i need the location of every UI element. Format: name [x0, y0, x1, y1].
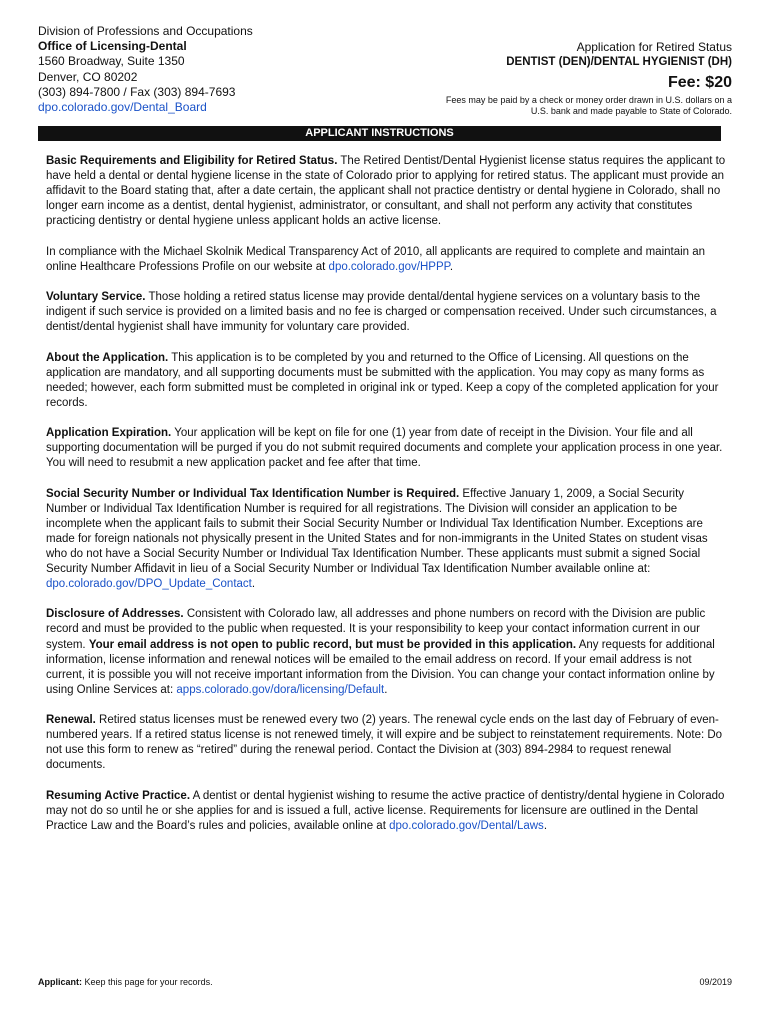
ssn-end: . — [251, 578, 256, 591]
office-name: Office of Licensing-Dental — [38, 39, 187, 54]
voluntary-service-text: Those holding a retired status license may provide dental/dental hygiene services on a voluntary basis to the indigent if such service is provided on a limited basis and no fee is charged or compensation received. Under such circumstances, a dentist/dental hygienist shall have immunity for voluntary care provided. — [46, 291, 717, 334]
application-expiration-heading: Application Expiration. — [46, 427, 172, 440]
about-application-text: This application is to be completed by you and returned to the Office of Licensing. All questions on the application are mandatory, and all supporting documents must be submitted with the application. You may copy as many forms as needed; however, each form submitted must be completed in original ink or typed. Keep a copy of the completed application for your records. — [46, 351, 719, 409]
address-line-2: Denver, CO 80202 — [38, 69, 138, 84]
agency-contact-block — [38, 24, 253, 115]
email-emphasis: Your email address is not open to public record, but must be provided in this application. — [88, 638, 577, 651]
compliance-end: . — [449, 260, 454, 273]
ssn-paragraph — [46, 487, 726, 593]
instructions-body — [46, 154, 726, 849]
compliance-paragraph — [46, 245, 726, 275]
resuming-practice-text: A dentist or dental hygienist wishing to resume the active practice of dentistry/dental hygiene in Colorado may not do so until he or she applies for and is issued a full, active license. Requirements for licensure are outlined in the Dental Practice Law and the Board’s rules and policies, available online at — [46, 789, 725, 832]
fee-amount: Fee: $20 — [667, 74, 732, 91]
application-subtitle: DENTIST (DEN)/DENTAL HYGIENIST (DH) — [506, 56, 732, 68]
about-application-paragraph — [46, 351, 726, 411]
voluntary-service-paragraph — [46, 290, 726, 335]
footer-text: Keep this page for your records. — [82, 977, 213, 987]
ssn-text: Effective January 1, 2009, a Social Security Number or Individual Tax Identification Number is required for all registrations. The Division will consider an application to be incomplete when the applicant fails to submit their Social Security Number or Individual Tax Identification Number. Exceptions are made for foreign nationals not physically present in the United States and for non-immigrants in the United States on student visas who do not have a Social Security Number or Individual Tax Identification Number. These applicants must submit a signed Social Security Number Affidavit in lieu of a Social Security Number or Individual Tax Identification Number available online at: — [46, 487, 708, 575]
disclosure-heading: Disclosure of Addresses. — [46, 608, 184, 621]
online-services-link[interactable]: apps.colorado.gov/dora/licensing/Default — [176, 683, 385, 696]
resuming-practice-paragraph — [46, 789, 726, 834]
fee-note — [352, 95, 732, 117]
disclosure-text-2: Any requests for additional information, license information and renewal notices will be emailed to the email address on record. If your email address is not current, it is possible you will not receive important information from the Division. You can change your contact information online by using Online Services at: — [46, 638, 715, 696]
voluntary-service-heading: Voluntary Service. — [46, 291, 146, 304]
phone-fax: (303) 894-7800 / Fax (303) 894-7693 — [38, 84, 236, 99]
footer-note — [38, 977, 213, 987]
application-info-block — [352, 40, 732, 117]
application-expiration-paragraph — [46, 426, 726, 471]
board-website-link[interactable]: dpo.colorado.gov/Dental_Board — [38, 100, 207, 115]
dental-laws-link[interactable]: dpo.colorado.gov/Dental/Laws — [389, 819, 544, 832]
basic-requirements-text: The Retired Dentist/Dental Hygienist license status requires the applicant to have held a dental or dental hygiene license in the state of Colorado prior to applying for retired status. The applicant must provide an affidavit to the Board stating that, after a date certain, the applicant shall not practice dentistry or dental hygiene in Colorado, shall no longer earn income as a dentist, dental hygienist, administrator, or consultant, and shall not perform any activity that constitutes practicing dentistry or dental hygiene unless applicant holds an active license. — [46, 155, 726, 228]
disclosure-text-1: Consistent with Colorado law, all addresses and phone numbers on record with the Division are public record and must be provided to the public when requested. It is your responsibility to keep your contact information current in our system. — [46, 608, 706, 651]
renewal-text: Retired status licenses must be renewed every two (2) years. The renewal cycle ends on the last day of February of even-numbered years. If a retired status license is not renewed timely, it will expire and be subject to reinstatement requirements. Note: Do not use this form to renew as “retired” during the renewal period. Contact the Division at (303) 894-2984 to request renewal documents. — [46, 714, 723, 772]
basic-requirements-heading: Basic Requirements and Eligibility for Retired Status. — [46, 155, 338, 167]
fee-note-line-1: Fees may be paid by a check or money order drawn in U.S. dollars on a — [445, 95, 732, 105]
basic-requirements-paragraph — [46, 154, 726, 229]
address-line-1: 1560 Broadway, Suite 1350 — [38, 54, 185, 69]
about-application-heading: About the Application. — [46, 351, 169, 364]
compliance-text: In compliance with the Michael Skolnik Medical Transparency Act of 2010, all applicants are required to complete and maintain an online Healthcare Professions Profile on our website at — [46, 245, 706, 273]
renewal-paragraph — [46, 713, 726, 773]
resuming-practice-heading: Resuming Active Practice. — [46, 789, 191, 802]
footer-label: Applicant: — [38, 977, 82, 987]
fee-note-line-2: U.S. bank and made payable to State of Colorado. — [530, 106, 732, 116]
form-revision-date: 09/2019 — [699, 977, 732, 987]
resuming-end: . — [543, 819, 548, 832]
instructions-banner: APPLICANT INSTRUCTIONS — [38, 126, 721, 141]
renewal-heading: Renewal. — [46, 714, 96, 727]
disclosure-end: . — [384, 683, 388, 696]
disclosure-paragraph — [46, 607, 726, 698]
application-expiration-text: Your application will be kept on file for one (1) year from date of receipt in the Division. Your file and all supporting documentation will be purged if you do not submit required documents and complete your application process in one year. You will need to resubmit a new application packet and fee after that time. — [46, 427, 723, 470]
division-name: Division of Professions and Occupations — [38, 24, 253, 38]
hppp-link[interactable]: dpo.colorado.gov/HPPP — [328, 260, 450, 273]
ssn-heading: Social Security Number or Individual Tax Identification Number is Required. — [46, 487, 460, 500]
application-title: Application for Retired Status — [576, 40, 732, 54]
update-contact-link[interactable]: dpo.colorado.gov/DPO_Update_Contact — [46, 578, 252, 591]
